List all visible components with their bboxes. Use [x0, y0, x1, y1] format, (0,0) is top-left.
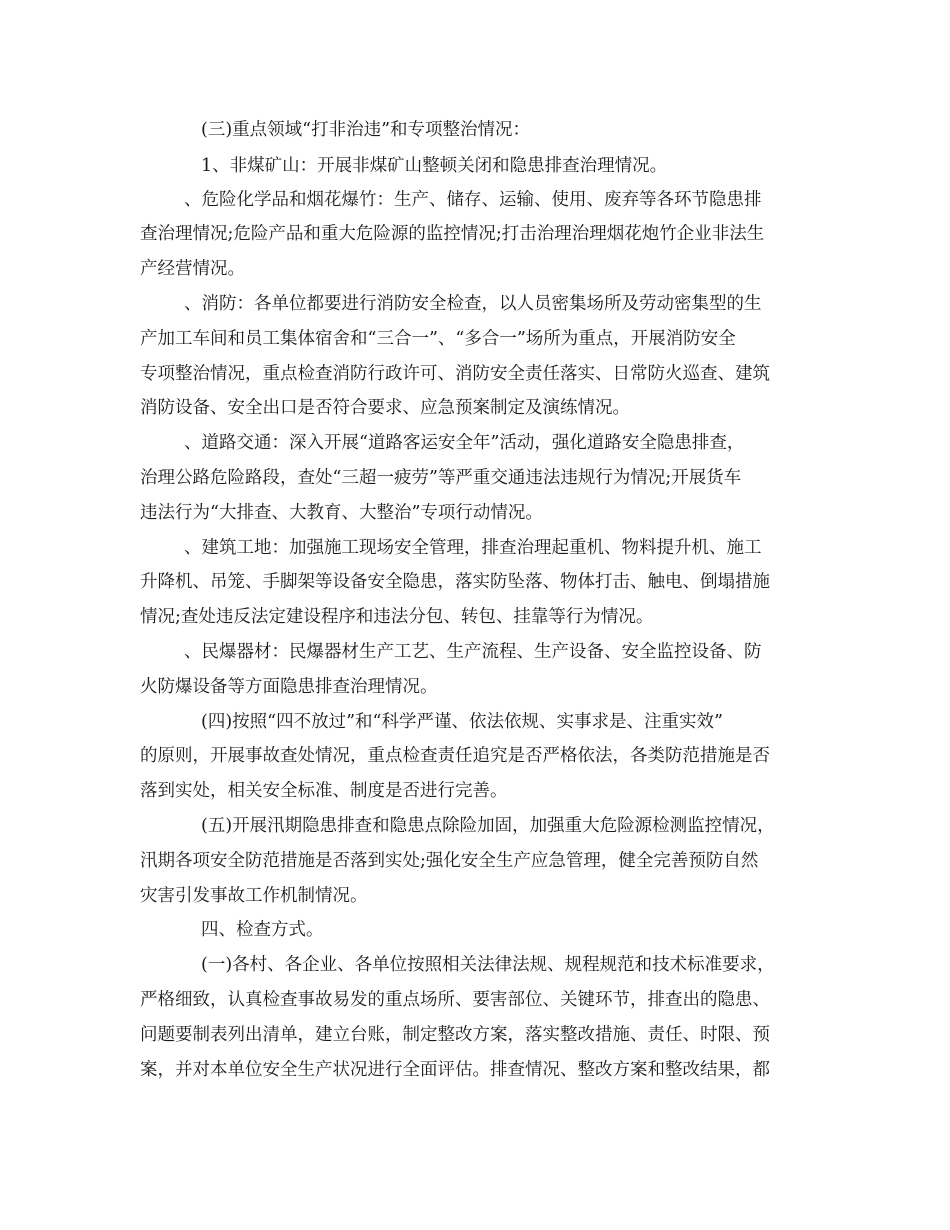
text-line: 、道路交通：深入开展“道路客运安全年”活动，强化道路安全隐患排查， — [184, 433, 745, 453]
text-line: 、民爆器材：民爆器材生产工艺、生产流程、生产设备、安全监控设备、防 — [184, 642, 762, 662]
text-line: (一)各村、各企业、各单位按照相关法律法规、规程规范和技术标准要求， — [201, 955, 775, 975]
text-line: 情况;查处违反法定建设程序和违法分包、转包、挂靠等行为情况。 — [140, 607, 654, 627]
text-line: 产加工车间和员工集体宿舍和“三合一”、“多合一”场所为重点，开展消防安全 — [140, 329, 736, 349]
text-line: 问题要制表列出清单，建立台账，制定整改方案，落实整改措施、责任、时限、预 — [140, 1025, 770, 1045]
text-line: (五)开展汛期隐患排查和隐患点除险加固，加强重大危险源检测监控情况， — [201, 816, 775, 836]
text-line: 1、非煤矿山：开展非煤矿山整顿关闭和隐患排查治理情况。 — [201, 156, 668, 176]
text-line: 产经营情况。 — [140, 259, 245, 279]
text-line: 灾害引发事故工作机制情况。 — [140, 886, 368, 906]
text-line: 查治理情况;危险产品和重大危险源的监控情况;打击治理治理烟花炮竹企业非法生 — [140, 224, 765, 244]
text-line: 专项整治情况，重点检查消防行政许可、消防安全责任落实、日常防火巡查、建筑 — [140, 364, 770, 384]
text-line: 的原则，开展事故查处情况，重点检查责任追究是否严格依法，各类防范措施是否 — [140, 746, 770, 766]
text-line: 汛期各项安全防范措施是否落到实处;强化安全生产应急管理，健全完善预防自然 — [140, 851, 759, 871]
text-line: 、建筑工地：加强施工现场安全管理，排查治理起重机、物料提升机、施工 — [184, 538, 762, 558]
section-heading-line: (三)重点领域“打非治违”和专项整治情况： — [201, 120, 531, 140]
text-line: 落到实处，相关安全标准、制度是否进行完善。 — [140, 781, 508, 801]
text-line: 消防设备、安全出口是否符合要求、应急预案制定及演练情况。 — [140, 398, 630, 418]
text-line: 违法行为“大排查、大教育、大整治”专项行动情况。 — [140, 503, 543, 523]
text-line: 升降机、吊笼、手脚架等设备安全隐患，落实防坠落、物体打击、触电、倒塌措施 — [140, 572, 770, 592]
text-line: (四)按照“四不放过”和“科学严谨、依法依规、实事求是、注重实效” — [201, 712, 723, 732]
text-line: 严格细致，认真检查事故易发的重点场所、要害部位、关键环节，排查出的隐患、 — [140, 990, 770, 1010]
text-line: 火防爆设备等方面隐患排查治理情况。 — [140, 677, 438, 697]
text-line: 案，并对本单位安全生产状况进行全面评估。排查情况、整改方案和整改结果，都 — [140, 1060, 770, 1080]
text-line: 、消防：各单位都要进行消防安全检查，以人员密集场所及劳动密集型的生 — [184, 294, 762, 314]
section-heading-line: 四、检查方式。 — [201, 920, 324, 940]
text-line: 治理公路危险路段，查处“三超一疲劳”等严重交通违法违规行为情况;开展货车 — [140, 468, 742, 488]
text-line: 、危险化学品和烟花爆竹：生产、储存、运输、使用、废弃等各环节隐患排 — [184, 190, 762, 210]
